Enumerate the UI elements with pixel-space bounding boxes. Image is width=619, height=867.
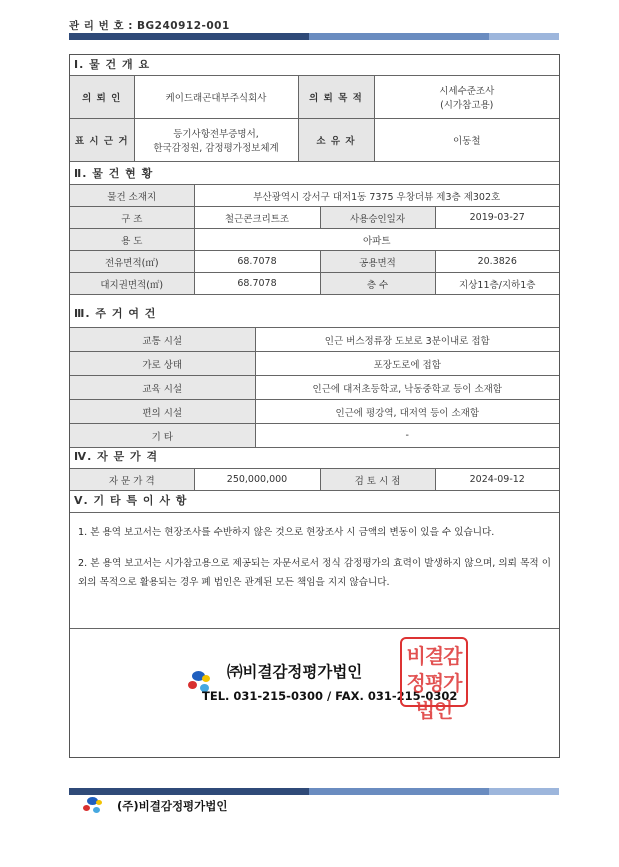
company-contact: TEL. 031-215-0300 / FAX. 031-215-0302	[202, 689, 458, 703]
management-number: 관 리 번 호 : BG240912-001	[69, 20, 230, 32]
common-area-label: 공용면적	[320, 251, 435, 273]
section-1-title: Ⅰ. 물 건 개 요	[74, 58, 151, 71]
price-label: 자 문 가 격	[70, 469, 194, 491]
footer-company-name: (주)비결감정평가법인	[117, 799, 228, 813]
basis-line-1: 등기사항전부증명서,	[173, 129, 259, 140]
floors-label: 층 수	[320, 273, 435, 295]
road-label: 가로 상태	[70, 352, 255, 376]
structure-value: 철근콘크리트조	[194, 207, 320, 229]
use-label: 용 도	[70, 229, 194, 251]
basis-value	[134, 119, 298, 162]
section-4-title: Ⅳ. 자 문 가 격	[74, 450, 159, 463]
client-label: 의 뢰 인	[70, 76, 134, 119]
convenience-label: 편의 시설	[70, 400, 255, 424]
basis-label: 표 시 근 거	[70, 119, 134, 162]
owner-label: 소 유 자	[298, 119, 374, 162]
report-document	[69, 54, 560, 758]
price-table	[70, 468, 559, 491]
remark-2: 2. 본 용역 보고서는 시가참고용으로 제공되는 자문서로서 정식 감정평가의 효력이 발생하지 않으며, 의뢰 목적 이외의 목적으로 활용되는 경우 폐 법인은 관계된 모든 책임을 지지 않습니다.	[78, 558, 551, 588]
land-area-value: 68.7078	[194, 273, 320, 295]
exclusive-area-value: 68.7078	[194, 251, 320, 273]
remarks-box	[70, 512, 559, 629]
remark-1: 1. 본 용역 보고서는 현장조사를 수반하지 않은 것으로 현장조사 시 금액의 변동이 있을 수 있습니다.	[78, 527, 495, 538]
education-label: 교육 시설	[70, 376, 255, 400]
client-value: 케이드래곤대부주식회사	[134, 76, 298, 119]
floors-value: 지상11층/지하1층	[435, 273, 559, 295]
purpose-label: 의 뢰 목 적	[298, 76, 374, 119]
location-value: 부산광역시 강서구 대저1동 7375 우창더뷰 제3층 제302호	[194, 185, 559, 207]
purpose-value	[374, 76, 559, 119]
land-area-label: 대지권면적(㎡)	[70, 273, 194, 295]
property-table	[70, 184, 559, 295]
use-value: 아파트	[194, 229, 559, 251]
review-date-label: 검 토 시 점	[320, 469, 435, 491]
exclusive-area-label: 전유면적(㎡)	[70, 251, 194, 273]
other-value: -	[255, 424, 559, 448]
section-3-title: Ⅲ. 주 거 여 건	[74, 307, 157, 320]
header-bar	[69, 33, 559, 40]
footer-logo-icon	[83, 797, 113, 823]
basis-line-2: 한국감정원, 감정평가정보체계	[153, 143, 279, 154]
purpose-line-1: 시세수준조사	[439, 86, 495, 97]
transport-label: 교통 시설	[70, 328, 255, 352]
education-value: 인근에 대저초등학교, 낙동중학교 등이 소재함	[255, 376, 559, 400]
other-label: 기 타	[70, 424, 255, 448]
review-date-value: 2024-09-12	[435, 469, 559, 491]
common-area-value: 20.3826	[435, 251, 559, 273]
section-2-title: Ⅱ. 물 건 현 황	[74, 167, 154, 180]
structure-label: 구 조	[70, 207, 194, 229]
price-value: 250,000,000	[194, 469, 320, 491]
footer-bar	[69, 788, 559, 795]
convenience-value: 인근에 평강역, 대저역 등이 소재함	[255, 400, 559, 424]
road-value: 포장도로에 접함	[255, 352, 559, 376]
location-label: 물건 소재지	[70, 185, 194, 207]
residential-table	[70, 327, 559, 448]
company-signature-area	[70, 629, 559, 758]
owner-value: 이동철	[374, 119, 559, 162]
company-seal-stamp	[400, 637, 468, 722]
approval-date-value: 2019-03-27	[435, 207, 559, 229]
company-name: ㈜비결감정평가법인	[227, 663, 363, 681]
overview-table	[70, 75, 559, 162]
section-5-heading: Ⅴ. 기 타 특 이 사 항	[74, 494, 188, 507]
purpose-line-2: (시가참고용)	[440, 100, 494, 111]
transport-value: 인근 버스정류장 도보로 3분이내로 접함	[255, 328, 559, 352]
seal-text: 비결감정평가법인	[406, 644, 462, 722]
approval-date-label: 사용승인일자	[320, 207, 435, 229]
